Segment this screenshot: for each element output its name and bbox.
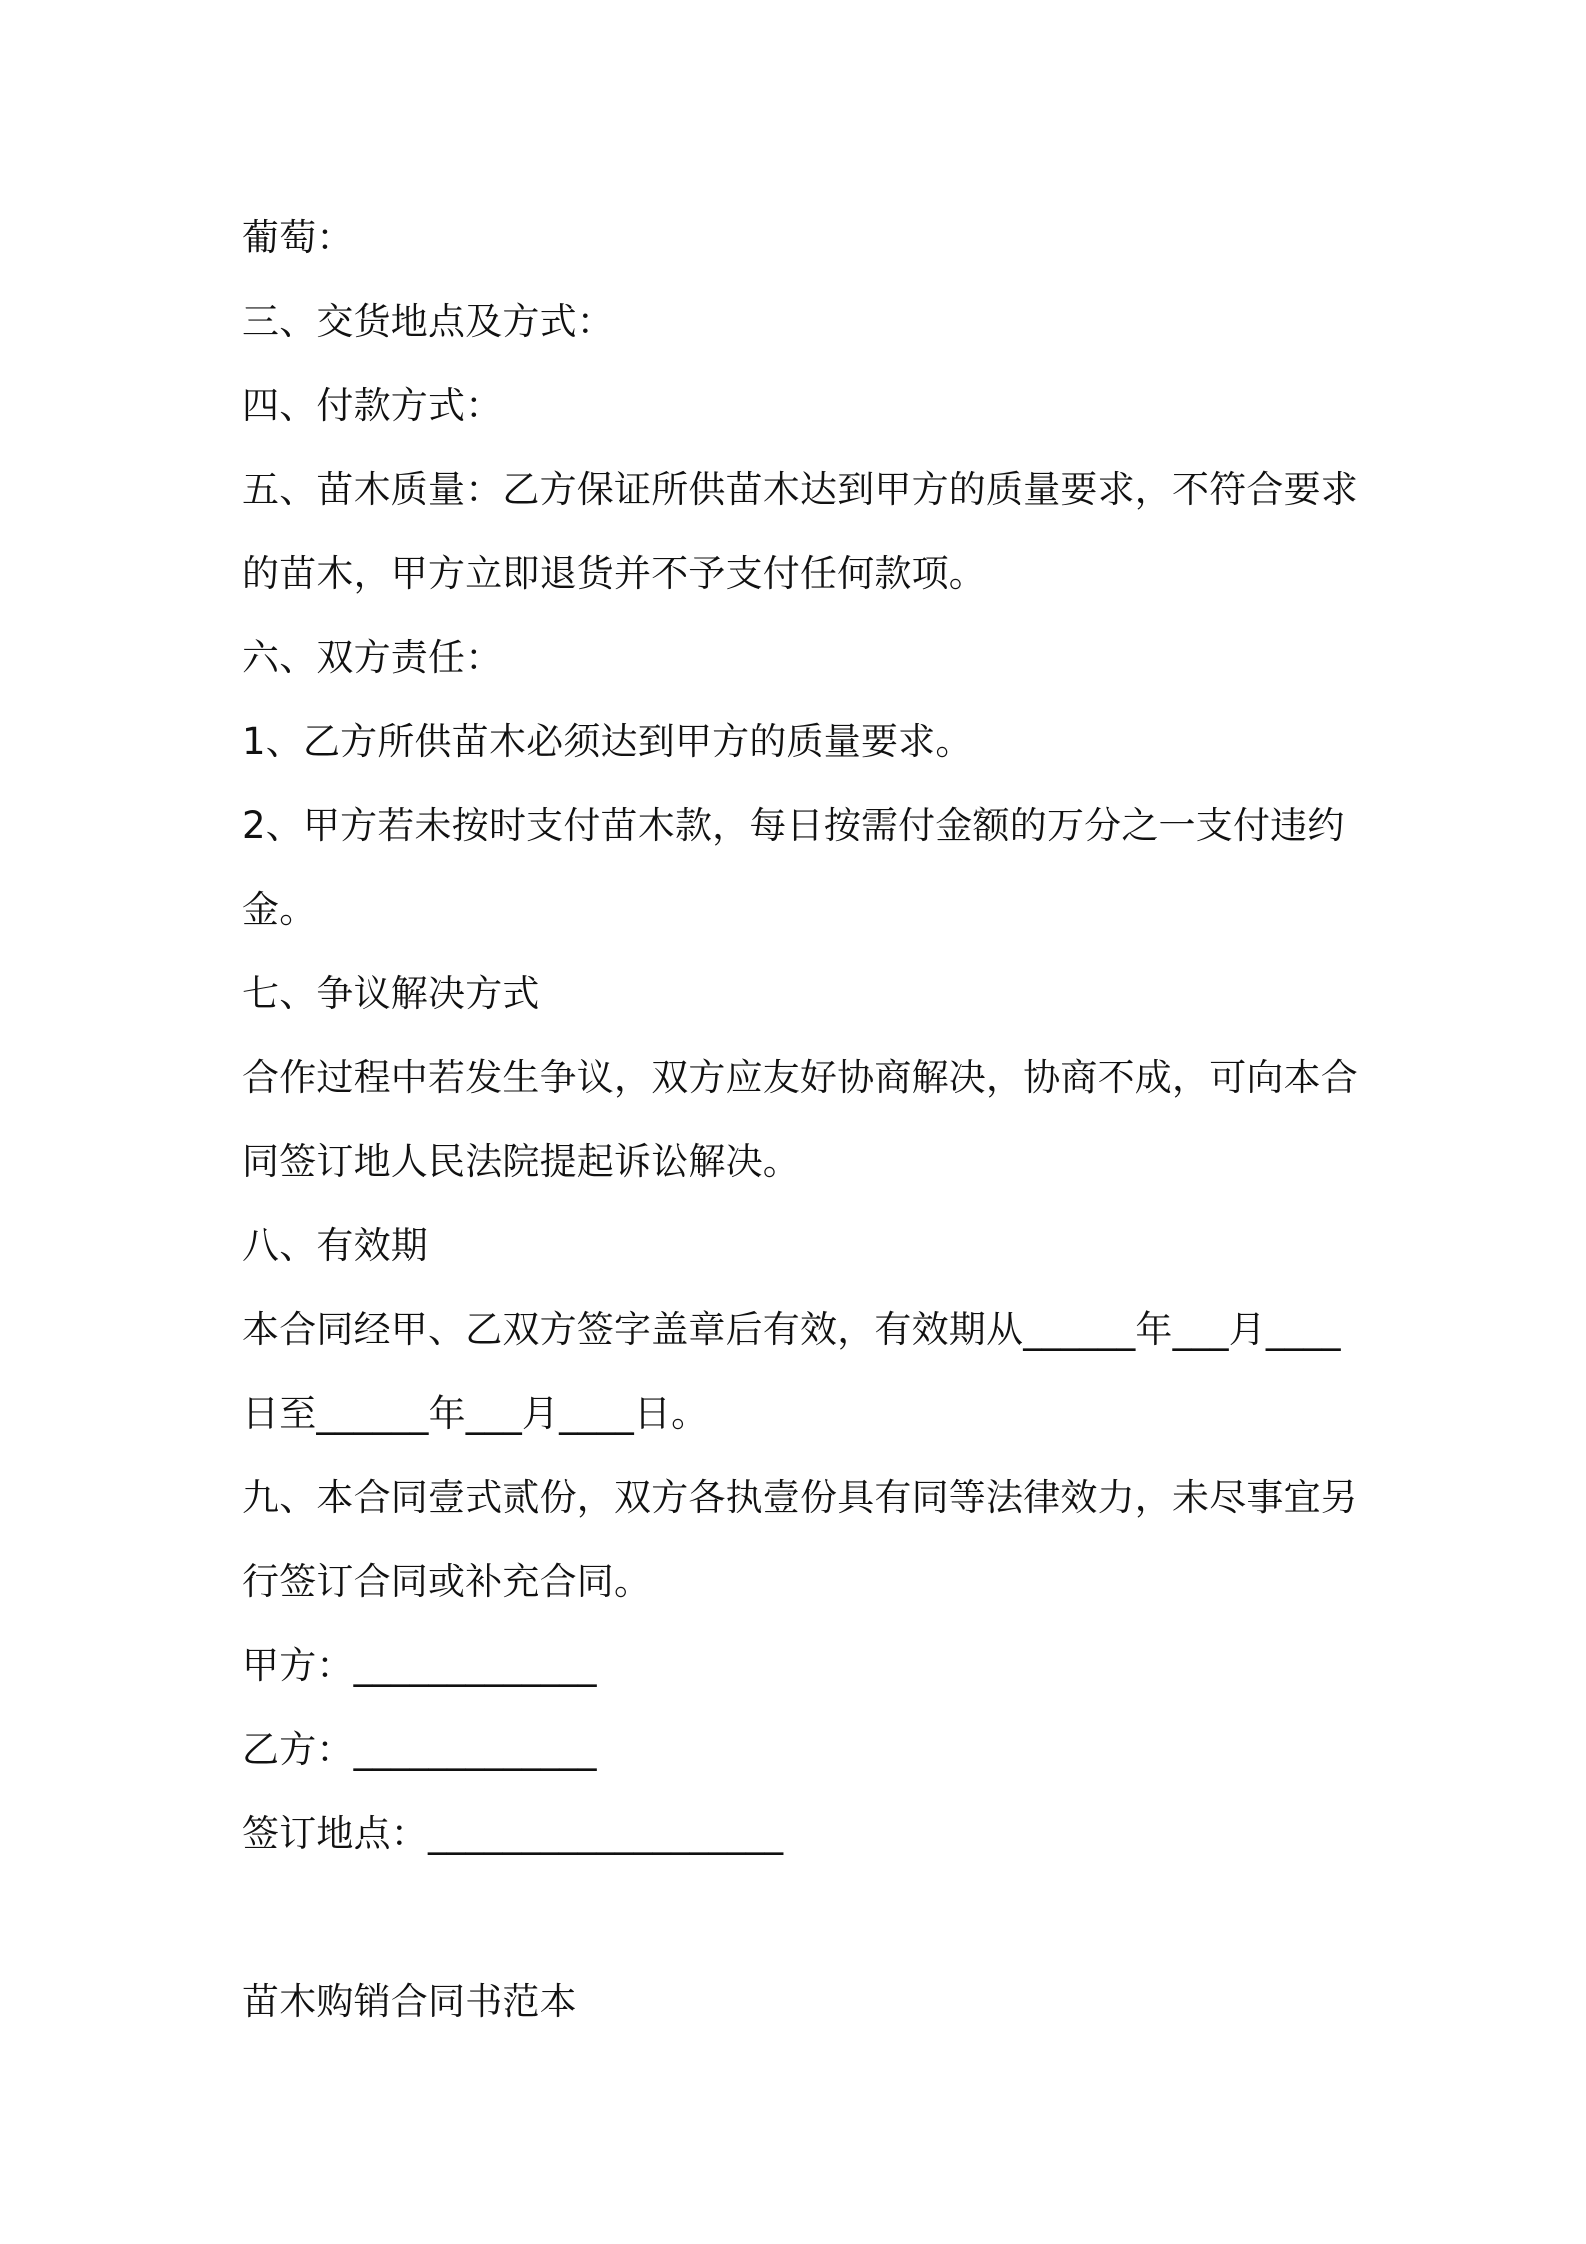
section-5-quality-line-2: 的苗木，甲方立即退货并不予支付任何款项。 bbox=[242, 552, 986, 595]
dispute-text-line-1: 合作过程中若发生争议，双方应友好协商解决，协商不成，可向本合 bbox=[242, 1056, 1358, 1099]
responsibility-item-2-line-1: 2、甲方若未按时支付苗木款，每日按需付金额的万分之一支付违约 bbox=[242, 804, 1345, 847]
section-5-quality-line-1: 五、苗木质量：乙方保证所供苗木达到甲方的质量要求，不符合要求 bbox=[242, 468, 1358, 511]
section-3-delivery: 三、交货地点及方式： bbox=[242, 300, 614, 343]
section-7-dispute: 七、争议解决方式 bbox=[242, 972, 540, 1015]
responsibility-item-1: 1、乙方所供苗木必须达到甲方的质量要求。 bbox=[242, 720, 973, 763]
party-b-signature: 乙方：_____________ bbox=[242, 1728, 597, 1771]
section-9-copies-line-1: 九、本合同壹式贰份，双方各执壹份具有同等法律效力，未尽事宜另 bbox=[242, 1476, 1358, 1519]
line-grape: 葡萄： bbox=[242, 216, 354, 259]
validity-text-line-2: 日至______年___月____日。 bbox=[242, 1392, 709, 1435]
contract-body bbox=[242, 196, 1360, 2044]
validity-text-line-1: 本合同经甲、乙双方签字盖章后有效，有效期从______年___月____ bbox=[242, 1308, 1341, 1351]
signing-location: 签订地点：___________________ bbox=[242, 1812, 784, 1855]
section-8-validity: 八、有效期 bbox=[242, 1224, 428, 1267]
dispute-text-line-2: 同签订地人民法院提起诉讼解决。 bbox=[242, 1140, 800, 1183]
section-6-responsibilities: 六、双方责任： bbox=[242, 636, 503, 679]
section-9-copies-line-2: 行签订合同或补充合同。 bbox=[242, 1560, 652, 1603]
party-a-signature: 甲方：_____________ bbox=[242, 1644, 597, 1687]
footer-title: 苗木购销合同书范本 bbox=[242, 1980, 577, 2023]
section-4-payment: 四、付款方式： bbox=[242, 384, 503, 427]
responsibility-item-2-line-2: 金。 bbox=[242, 888, 317, 931]
